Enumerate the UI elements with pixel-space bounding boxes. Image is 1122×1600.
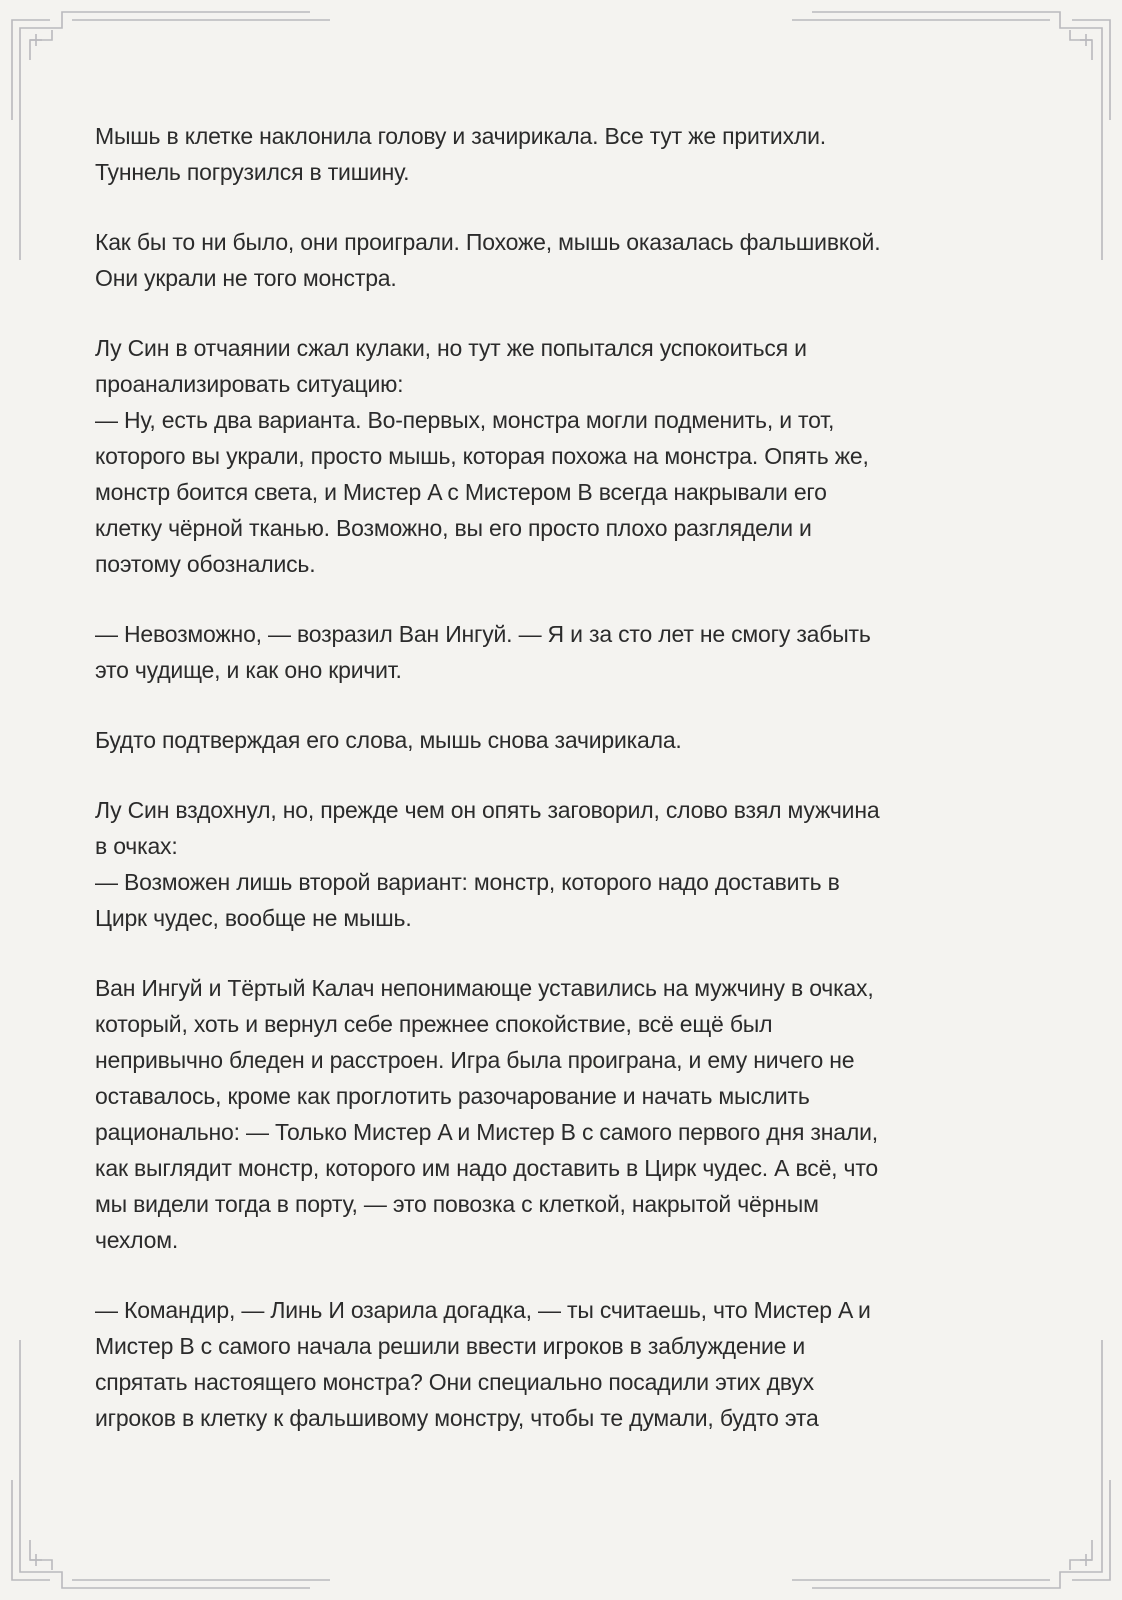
paragraph-8: — Командир, — Линь И озарила догадка, — ты считаешь, что Мистер A и Мистер B с самого начала решили ввести игроков в заблуждение и спрятать настоящего монстра? Они специально посадили этих двух игроков в клетку к фальшивому монстру, чтобы те думали, будто эта (95, 1297, 871, 1431)
paragraph-3: Лу Син в отчаянии сжал кулаки, но тут же попытался успокоиться и проанализировать ситуацию: — Ну, есть два варианта. Во-первых, монстра могли подменить, и тот, которого вы украли, просто мышь, которая похожа на монстра. Опять же, монстр боится света, и Мистер A с Мистером B всегда накрывали его клетку чёрной тканью. Возможно, вы его просто плохо разглядели и поэтому обознались. (95, 335, 869, 577)
paragraph-6: Лу Син вздохнул, но, прежде чем он опять заговорил, слово взял мужчина в очках: — Возможен лишь второй вариант: монстр, которого надо доставить в Цирк чудес, вообще не мышь. (95, 797, 880, 931)
paragraph-2: Как бы то ни было, они проиграли. Похоже, мышь оказалась фальшивкой. Они украли не того монстра. (95, 229, 881, 291)
document-body (95, 118, 1035, 1470)
paragraph-5: Будто подтверждая его слова, мышь снова зачирикала. (95, 727, 682, 753)
paragraph-4: — Невозможно, — возразил Ван Ингуй. — Я и за сто лет не смогу забыть это чудище, и как оно кричит. (95, 621, 871, 683)
paragraph-1: Мышь в клетке наклонила голову и зачирикала. Все тут же притихли. Туннель погрузился в тишину. (95, 123, 826, 185)
paragraph-7: Ван Ингуй и Тёртый Калач непонимающе уставились на мужчину в очках, который, хоть и вернул себе прежнее спокойствие, всё ещё был непривычно бледен и расстроен. Игра была проиграна, и ему ничего не оставалось, кроме как проглотить разочарование и начать мыслить рационально: — Только Мистер A и Мистер B с самого первого дня знали, как выглядит монстр, которого им надо доставить в Цирк чудес. А всё, что мы видели тогда в порту, — это повозка с клеткой, накрытой чёрным чехлом. (95, 975, 878, 1253)
